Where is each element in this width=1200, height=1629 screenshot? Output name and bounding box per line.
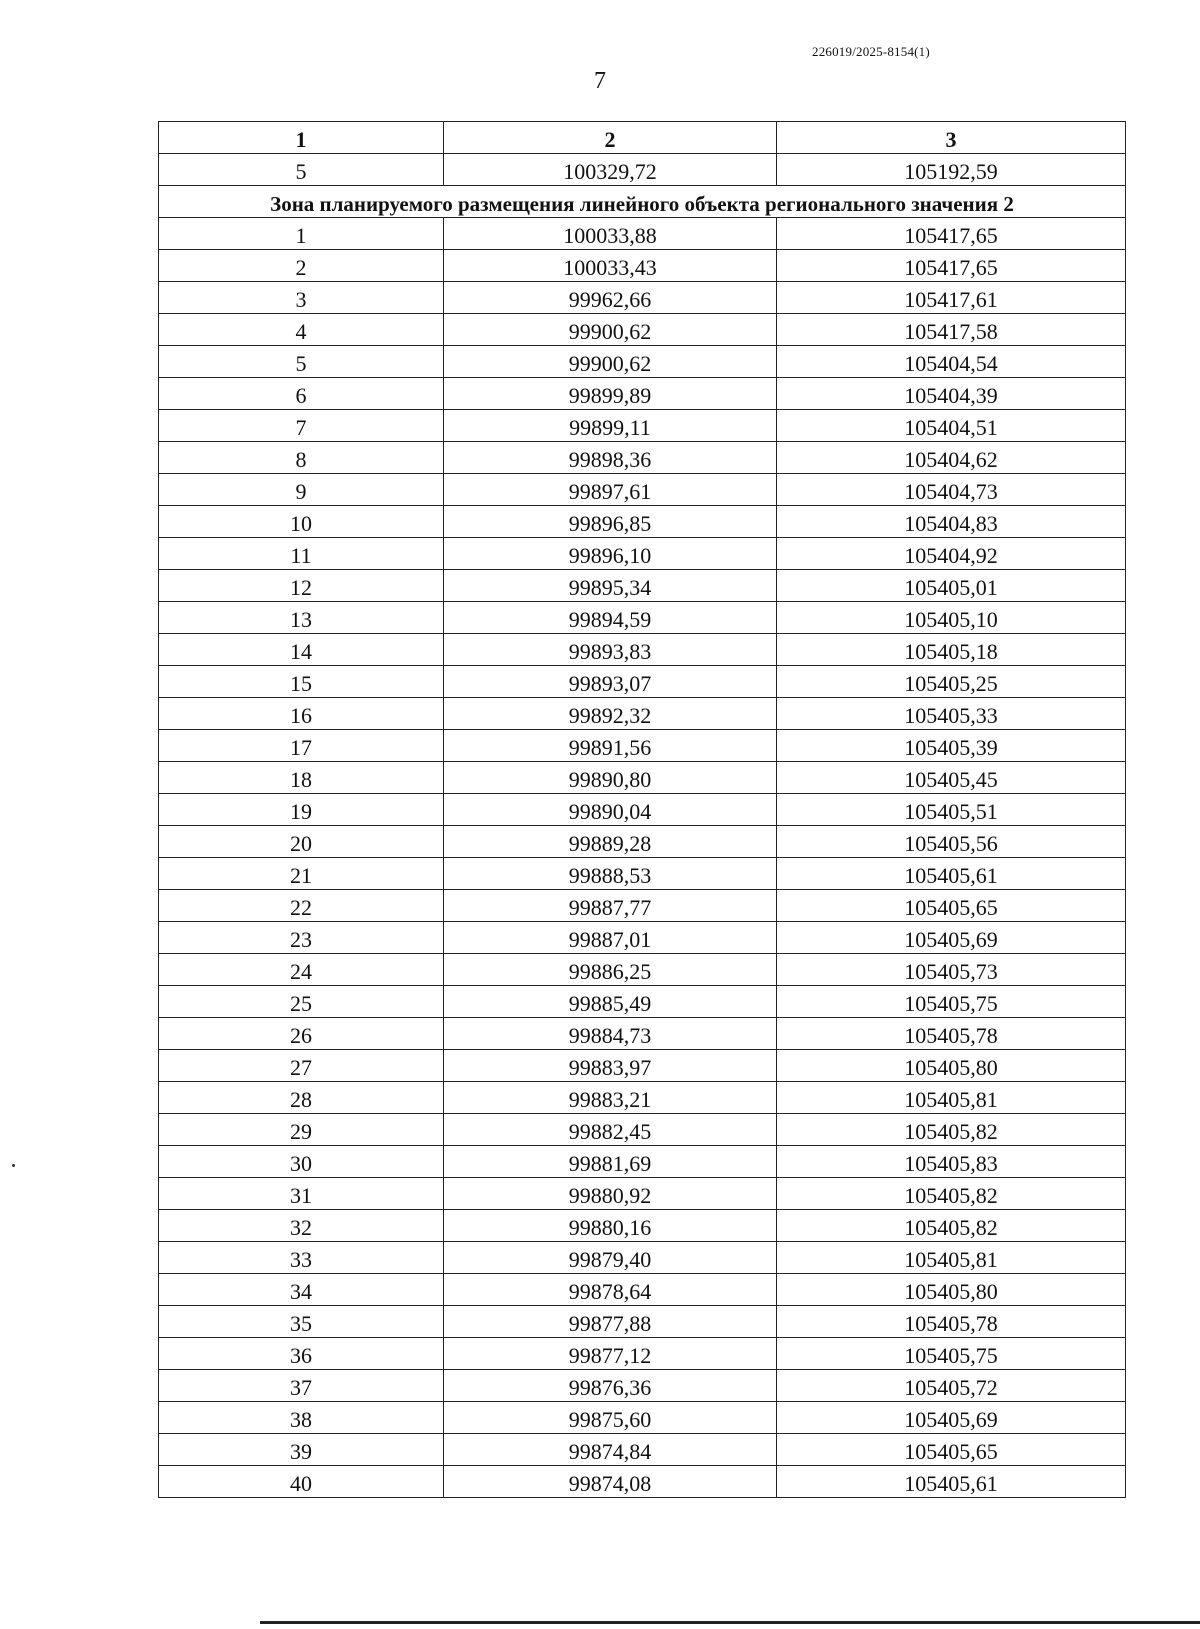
coordinate-y: 105405,51	[777, 794, 1126, 826]
coordinate-y: 105405,45	[777, 762, 1126, 794]
point-number: 28	[159, 1082, 444, 1114]
point-number: 37	[159, 1370, 444, 1402]
coordinate-y: 105404,54	[777, 346, 1126, 378]
table-row	[159, 634, 1126, 666]
coordinate-x: 99893,83	[444, 634, 777, 666]
point-number: 27	[159, 1050, 444, 1082]
table-row	[159, 250, 1126, 282]
coordinate-y: 105404,83	[777, 506, 1126, 538]
point-number: 18	[159, 762, 444, 794]
coordinate-y: 105405,25	[777, 666, 1126, 698]
scan-speck	[12, 1164, 15, 1167]
table-row	[159, 1210, 1126, 1242]
table-row	[159, 1402, 1126, 1434]
table-row	[159, 1242, 1126, 1274]
coordinate-y: 105404,51	[777, 410, 1126, 442]
point-number: 20	[159, 826, 444, 858]
point-number: 32	[159, 1210, 444, 1242]
coordinate-x: 100033,43	[444, 250, 777, 282]
point-number: 8	[159, 442, 444, 474]
coordinate-y: 105405,75	[777, 986, 1126, 1018]
point-number: 10	[159, 506, 444, 538]
coordinate-x: 99886,25	[444, 954, 777, 986]
coordinate-y: 105417,61	[777, 282, 1126, 314]
table-row	[159, 442, 1126, 474]
coordinate-y: 105405,39	[777, 730, 1126, 762]
point-number: 15	[159, 666, 444, 698]
coordinate-y: 105405,73	[777, 954, 1126, 986]
point-number: 29	[159, 1114, 444, 1146]
coordinate-x: 99899,89	[444, 378, 777, 410]
column-header-3: 3	[777, 122, 1126, 154]
point-number: 5	[159, 346, 444, 378]
table-row	[159, 410, 1126, 442]
coordinate-y: 105405,78	[777, 1306, 1126, 1338]
document-id: 226019/2025-8154(1)	[812, 44, 930, 59]
table-row	[159, 698, 1126, 730]
point-number: 40	[159, 1466, 444, 1498]
coordinate-y: 105405,69	[777, 922, 1126, 954]
table-row	[159, 1306, 1126, 1338]
table-row	[159, 314, 1126, 346]
coordinate-x: 99898,36	[444, 442, 777, 474]
coordinate-x: 99874,08	[444, 1466, 777, 1498]
table-row	[159, 346, 1126, 378]
coordinate-y: 105405,65	[777, 1434, 1126, 1466]
coordinate-x: 99888,53	[444, 858, 777, 890]
coordinate-y: 105405,01	[777, 570, 1126, 602]
table-row	[159, 730, 1126, 762]
point-number: 19	[159, 794, 444, 826]
coordinate-y: 105417,58	[777, 314, 1126, 346]
coordinate-x: 99890,80	[444, 762, 777, 794]
coordinate-y: 105404,39	[777, 378, 1126, 410]
coordinate-x: 99887,77	[444, 890, 777, 922]
coordinate-y: 105405,78	[777, 1018, 1126, 1050]
coordinate-y: 105405,18	[777, 634, 1126, 666]
coordinate-y: 105417,65	[777, 218, 1126, 250]
table-row	[159, 762, 1126, 794]
table-row	[159, 1050, 1126, 1082]
table-row	[159, 1178, 1126, 1210]
column-header-2: 2	[444, 122, 777, 154]
coordinate-y: 105192,59	[777, 154, 1126, 186]
coordinate-x: 99895,34	[444, 570, 777, 602]
carryover-row	[159, 154, 1126, 186]
point-number: 6	[159, 378, 444, 410]
point-number: 33	[159, 1242, 444, 1274]
table-row	[159, 794, 1126, 826]
coordinate-x: 100033,88	[444, 218, 777, 250]
point-number: 13	[159, 602, 444, 634]
coordinate-y: 105405,81	[777, 1082, 1126, 1114]
coordinate-y: 105405,80	[777, 1050, 1126, 1082]
point-number: 1	[159, 218, 444, 250]
coordinate-x: 99891,56	[444, 730, 777, 762]
coordinate-x: 99900,62	[444, 314, 777, 346]
coordinate-y: 105405,61	[777, 1466, 1126, 1498]
coordinate-x: 99896,10	[444, 538, 777, 570]
coordinate-y: 105404,92	[777, 538, 1126, 570]
point-number: 17	[159, 730, 444, 762]
point-number: 16	[159, 698, 444, 730]
coordinate-x: 99900,62	[444, 346, 777, 378]
table-row	[159, 1018, 1126, 1050]
coordinate-x: 99880,92	[444, 1178, 777, 1210]
table-row	[159, 1338, 1126, 1370]
point-number: 21	[159, 858, 444, 890]
table-row	[159, 1466, 1126, 1498]
coordinates-table	[158, 121, 1126, 1498]
point-number: 3	[159, 282, 444, 314]
table-row	[159, 474, 1126, 506]
table-row	[159, 666, 1126, 698]
coordinate-y: 105405,33	[777, 698, 1126, 730]
coordinate-y: 105405,65	[777, 890, 1126, 922]
coordinate-x: 99877,12	[444, 1338, 777, 1370]
point-number: 30	[159, 1146, 444, 1178]
zone-title-row	[159, 186, 1126, 218]
table-row	[159, 858, 1126, 890]
coordinate-y: 105404,73	[777, 474, 1126, 506]
table-row	[159, 602, 1126, 634]
coordinate-y: 105417,65	[777, 250, 1126, 282]
coordinate-x: 99892,32	[444, 698, 777, 730]
header-row	[159, 122, 1126, 154]
coordinate-y: 105405,61	[777, 858, 1126, 890]
coordinate-x: 99881,69	[444, 1146, 777, 1178]
point-number: 4	[159, 314, 444, 346]
point-number: 22	[159, 890, 444, 922]
point-number: 12	[159, 570, 444, 602]
coordinate-x: 99887,01	[444, 922, 777, 954]
table-row	[159, 506, 1126, 538]
coordinate-y: 105405,83	[777, 1146, 1126, 1178]
point-number: 38	[159, 1402, 444, 1434]
coordinate-y: 105405,82	[777, 1210, 1126, 1242]
point-number: 26	[159, 1018, 444, 1050]
point-number: 11	[159, 538, 444, 570]
point-number: 34	[159, 1274, 444, 1306]
table-row	[159, 538, 1126, 570]
coordinate-y: 105405,69	[777, 1402, 1126, 1434]
point-number: 23	[159, 922, 444, 954]
table-row	[159, 1146, 1126, 1178]
table-row	[159, 218, 1126, 250]
page-number: 7	[594, 68, 606, 94]
table-row	[159, 282, 1126, 314]
scan-bottom-edge	[260, 1621, 1200, 1624]
coordinate-y: 105405,82	[777, 1178, 1126, 1210]
table-row	[159, 826, 1126, 858]
point-number: 14	[159, 634, 444, 666]
point-number: 25	[159, 986, 444, 1018]
coordinate-x: 99897,61	[444, 474, 777, 506]
coordinate-x: 99876,36	[444, 1370, 777, 1402]
zone-title: Зона планируемого размещения линейного объекта регионального значения 2	[159, 186, 1126, 218]
coordinate-y: 105405,75	[777, 1338, 1126, 1370]
table-row	[159, 570, 1126, 602]
point-number: 9	[159, 474, 444, 506]
table-header	[159, 122, 1126, 154]
coordinate-x: 99874,84	[444, 1434, 777, 1466]
coordinate-y: 105404,62	[777, 442, 1126, 474]
point-number: 2	[159, 250, 444, 282]
point-number: 24	[159, 954, 444, 986]
point-number: 35	[159, 1306, 444, 1338]
coordinate-y: 105405,72	[777, 1370, 1126, 1402]
coordinate-x: 99879,40	[444, 1242, 777, 1274]
coordinate-x: 99899,11	[444, 410, 777, 442]
coordinate-x: 99883,21	[444, 1082, 777, 1114]
coordinate-y: 105405,80	[777, 1274, 1126, 1306]
table-row	[159, 922, 1126, 954]
coordinate-x: 99894,59	[444, 602, 777, 634]
table-row	[159, 378, 1126, 410]
point-number: 7	[159, 410, 444, 442]
column-header-1: 1	[159, 122, 444, 154]
coordinate-y: 105405,56	[777, 826, 1126, 858]
point-number: 31	[159, 1178, 444, 1210]
table-row	[159, 1370, 1126, 1402]
table-row	[159, 986, 1126, 1018]
table-body	[159, 154, 1126, 1498]
coordinate-y: 105405,81	[777, 1242, 1126, 1274]
table-row	[159, 1114, 1126, 1146]
coordinate-x: 99893,07	[444, 666, 777, 698]
coordinate-x: 99878,64	[444, 1274, 777, 1306]
table-row	[159, 890, 1126, 922]
coordinate-y: 105405,82	[777, 1114, 1126, 1146]
point-number: 5	[159, 154, 444, 186]
table-row	[159, 1434, 1126, 1466]
coordinate-x: 99896,85	[444, 506, 777, 538]
table-row	[159, 1082, 1126, 1114]
table-row	[159, 1274, 1126, 1306]
coordinate-x: 99962,66	[444, 282, 777, 314]
coordinate-x: 99883,97	[444, 1050, 777, 1082]
table-row	[159, 954, 1126, 986]
point-number: 36	[159, 1338, 444, 1370]
coordinate-x: 99882,45	[444, 1114, 777, 1146]
coordinate-x: 99877,88	[444, 1306, 777, 1338]
coordinate-x: 100329,72	[444, 154, 777, 186]
coordinate-x: 99885,49	[444, 986, 777, 1018]
coordinate-x: 99880,16	[444, 1210, 777, 1242]
coordinate-y: 105405,10	[777, 602, 1126, 634]
point-number: 39	[159, 1434, 444, 1466]
coordinate-x: 99889,28	[444, 826, 777, 858]
coordinate-x: 99875,60	[444, 1402, 777, 1434]
coordinate-x: 99890,04	[444, 794, 777, 826]
coordinate-x: 99884,73	[444, 1018, 777, 1050]
